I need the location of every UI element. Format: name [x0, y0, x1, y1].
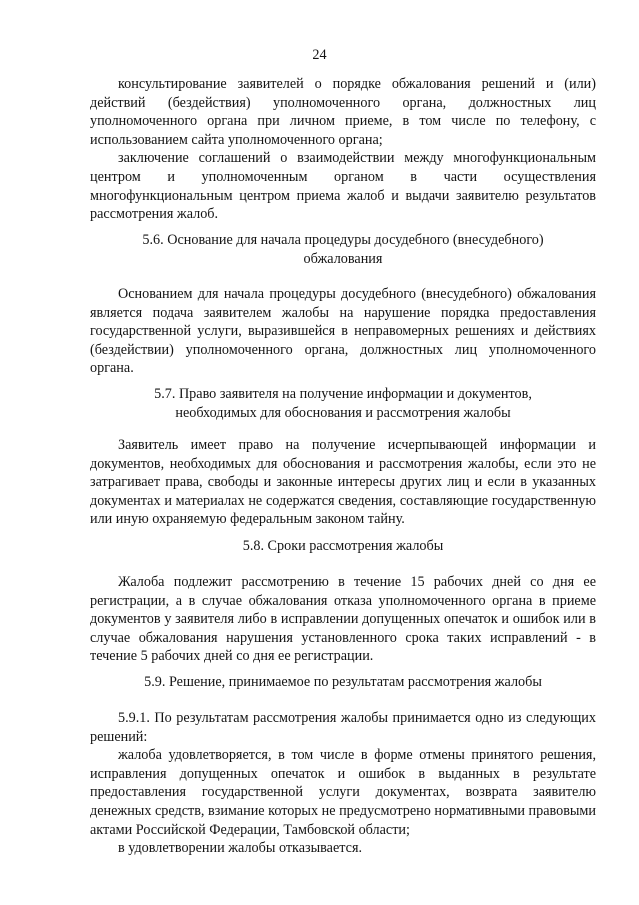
section-5-9-body [90, 709, 596, 858]
section-5-7-heading-line2: необходимых для обоснования и рассмотрения жалобы [175, 404, 511, 421]
section-5-7-body [90, 436, 596, 529]
section-5-8-paragraph: Жалоба подлежит рассмотрению в течение 15 рабочих дней со дня ее регистрации, а в случае обжалования отказа уполномоченного органа в приеме документов у заявителя либо в исправлении допущенных опечаток и ошибок или в случае обжалования нарушения установленного срока таких исправлений - в течение 5 рабочих дней со дня ее регистрации. [90, 574, 596, 665]
section-5-9-paragraph-satisfied: жалоба удовлетворяется, в том числе в форме отмены принятого решения, исправления допущенных опечаток и ошибок в выданных в результате предоставления государственной услуги документах, возврата заявителю денежных средств, взимание которых не предусмотрено нормативными правовыми актами Российской Федерации, Тамбовской области; [90, 747, 596, 838]
consultation-block [90, 75, 596, 224]
section-5-7-paragraph: Заявитель имеет право на получение исчерпывающей информации и документов, необходимых для обоснования и рассмотрения жалобы, если это не затрагивает права, свободы и законные интересы других лиц и если в указанных документах и материалах не содержатся сведения, составляющие государственную или иную охраняемую федеральным законом тайну. [90, 437, 596, 528]
section-5-6-heading [90, 231, 596, 268]
section-5-8-heading-line1: 5.8. Сроки рассмотрения жалобы [242, 538, 444, 554]
section-5-6-heading-line1: 5.6. Основание для начала процедуры досудебного (внесудебного) [142, 232, 544, 248]
section-5-9-heading [90, 673, 596, 692]
section-5-8-body [90, 573, 596, 666]
section-5-9-paragraph-refused: в удовлетворении жалобы отказывается. [118, 840, 363, 857]
paragraph-consultation: консультирование заявителей о порядке обжалования решений и (или) действий (бездействия) уполномоченного органа, должностных лиц уполномоченного органа при личном приеме, в том числе по телефону, с использованием сайта уполномоченного органа; [90, 76, 596, 148]
paragraph-agreement: заключение соглашений о взаимодействии между многофункциональным центром и уполномоченным органом в части осуществления многофункциональным центром приема жалоб и выдачи заявителю результатов рассмотрения жалоб. [90, 150, 596, 223]
section-5-6-heading-line2: обжалования [303, 250, 383, 267]
section-5-6-paragraph: Основанием для начала процедуры досудебного (внесудебного) обжалования является подача заявителем жалобы на нарушение порядка предоставления государственной услуги, выразившейся в неправомерных решениях и действиях (бездействии) уполномоченного органа, должностных лиц уполномоченного органа. [90, 286, 596, 377]
section-5-8-heading [90, 537, 596, 556]
section-5-7-heading [90, 385, 596, 422]
section-5-9-paragraph-decision: 5.9.1. По результатам рассмотрения жалобы принимается одно из следующих решений: [90, 710, 596, 745]
section-5-9-heading-line1: 5.9. Решение, принимаемое по результатам рассмотрения жалобы [144, 674, 542, 690]
section-5-6-body [90, 285, 596, 378]
page-number: 24 [312, 47, 327, 63]
section-5-7-heading-line1: 5.7. Право заявителя на получение информации и документов, [154, 386, 532, 402]
